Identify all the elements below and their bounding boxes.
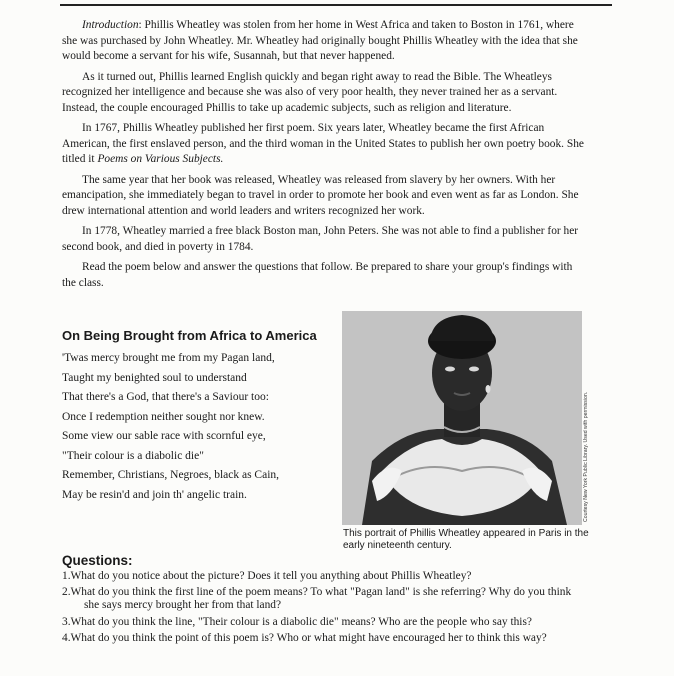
poem-line: "Their colour is a diabolic die" — [62, 449, 204, 462]
image-credit: Courtesy New York Public Library. Used with permission. — [583, 391, 589, 522]
question-item: 1.What do you notice about the picture? Does it tell you anything about Phillis Wheatley? — [62, 570, 472, 582]
portrait-illustration — [342, 311, 582, 525]
intro-paragraph-4: The same year that her book was released, Wheatley was released from slavery by her owners. With her emancipation, she immediately began to travel in order to promote her book and even went as far as London. She drew international attention and world leaders and writers recognized her work. — [62, 173, 579, 217]
intro-paragraph-5: In 1778, Wheatley married a free black Boston man, John Peters. She was not able to find a publisher for her second book, and died in poverty in 1784. — [62, 225, 579, 253]
questions-heading: Questions: — [62, 553, 133, 568]
intro-paragraph-1 — [62, 18, 584, 65]
intro-paragraph-1-text: : Phillis Wheatley was stolen from her home in West Africa and taken to Boston in 1761, where she was purchased by John Wheatley. Mr. Wheatley had originally bought Phillis Wheatley with the idea that she would become a servant for his wife, Susannah, but that never happened. — [62, 19, 578, 62]
intro-paragraph-3 — [62, 121, 584, 168]
question-item: 3.What do you think the line, "Their colour is a diabolic die" means? Who are the people who say this? — [62, 615, 532, 628]
book-title: Poems on Various Subjects. — [97, 153, 224, 165]
question-item: 4.What do you think the point of this poem is? Who or what might have encouraged her to think this way? — [62, 631, 547, 644]
poem-line: Once I redemption neither sought nor knew. — [62, 410, 265, 423]
intro-paragraph-6: Read the poem below and answer the questions that follow. Be prepared to share your group's findings with the class. — [62, 261, 573, 289]
poem-line: That there's a God, that there's a Saviour too: — [62, 391, 269, 403]
poem-line: Some view our sable race with scornful eye, — [62, 430, 266, 442]
poem-line: Remember, Christians, Negroes, black as Cain, — [62, 469, 280, 481]
portrait-image — [342, 311, 582, 525]
question-item: 2.What do you think the first line of the poem means? To what "Pagan land" is she referring? Why do you think she says mercy brought her from that land? — [62, 586, 572, 612]
portrait-caption: This portrait of Phillis Wheatley appeared in Paris in the early nineteenth century. — [343, 528, 589, 551]
poem-lines — [62, 349, 327, 505]
intro-paragraph-3-text: In 1767, Phillis Wheatley published her first poem. Six years later, Wheatley became the first African American, the first enslaved person, and the third woman in the United States to publish her own poetry book. She titled it — [62, 122, 584, 165]
poem-line: 'Twas mercy brought me from my Pagan land, — [62, 352, 275, 364]
intro-label: Introduction — [82, 19, 139, 31]
introduction-section — [62, 18, 584, 296]
questions-section — [62, 553, 584, 648]
intro-paragraph-2: As it turned out, Phillis learned English quickly and began right away to read the Bible. The Wheatleys recognized her intelligence and because she was also of very poor health, they never trained her as a servant. Instead, the couple encouraged Phillis to take up academic subjects, such as religion and literature. — [62, 70, 558, 114]
poem-line: May be resin'd and join th' angelic train. — [62, 488, 247, 501]
poem-title: On Being Brought from Africa to America — [62, 328, 317, 343]
top-rule — [60, 4, 612, 6]
poem-section — [62, 328, 327, 505]
questions-list — [62, 570, 584, 645]
poem-line: Taught my benighted soul to understand — [62, 371, 247, 384]
